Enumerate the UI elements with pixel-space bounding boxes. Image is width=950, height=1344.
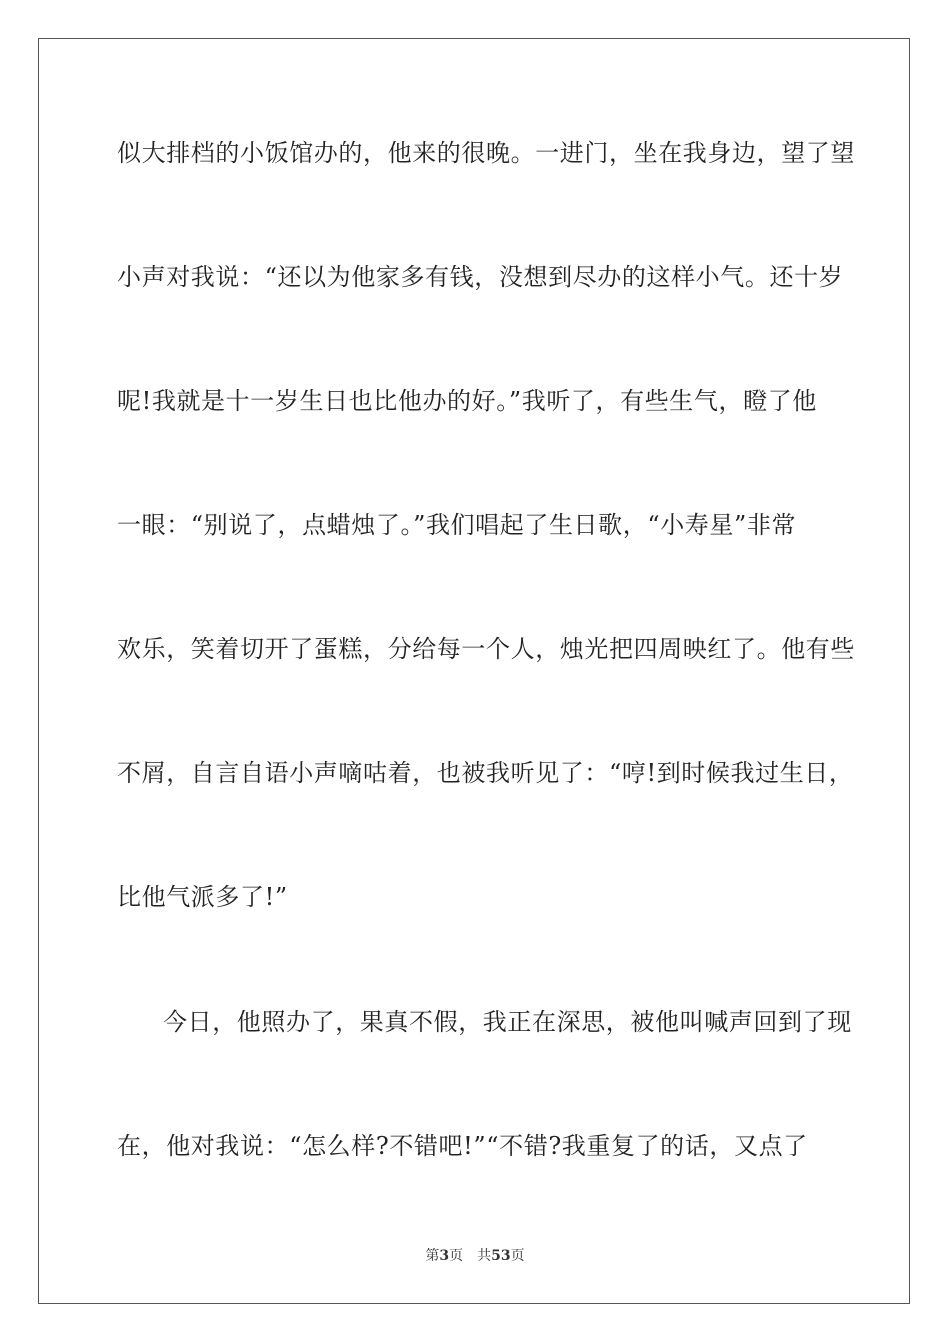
text-line-5: 欢乐，笑着切开了蛋糕，分给每一个人，烛光把四周映红了。他有些 — [117, 635, 855, 663]
total-prefix: 共 — [477, 1248, 492, 1264]
page-number: 3 — [439, 1248, 450, 1264]
page-border — [38, 38, 910, 1304]
text-line-9: 在，他对我说：“怎么样?不错吧!”“不错?我重复了的话，又点了 — [117, 1132, 808, 1160]
paragraph-indented-line: 今日，他照办了，果真不假，我正在深思，被他叫喊声回到了现 — [163, 1008, 852, 1036]
page-footer — [0, 1247, 950, 1265]
text-line-6: 不屑，自言自语小声嘀咕着，也被我听见了：“哼!到时候我过生日， — [117, 759, 854, 787]
total-suffix: 页 — [510, 1248, 525, 1264]
page-prefix: 第 — [425, 1248, 440, 1264]
text-line-4: 一眼：“别说了，点蜡烛了。”我们唱起了生日歌，“小寿星”非常 — [117, 511, 797, 539]
text-line-3: 呢!我就是十一岁生日也比他办的好。”我听了，有些生气，瞪了他 — [117, 387, 817, 415]
text-line-1: 似大排档的小饭馆办的，他来的很晚。一进门，坐在我身边，望了望 — [117, 139, 855, 167]
page-suffix: 页 — [449, 1248, 464, 1264]
total-pages: 53 — [491, 1248, 511, 1264]
text-line-2: 小声对我说：“还以为他家多有钱，没想到尽办的这样小气。还十岁 — [117, 263, 844, 291]
text-line-7: 比他气派多了!” — [117, 883, 288, 911]
